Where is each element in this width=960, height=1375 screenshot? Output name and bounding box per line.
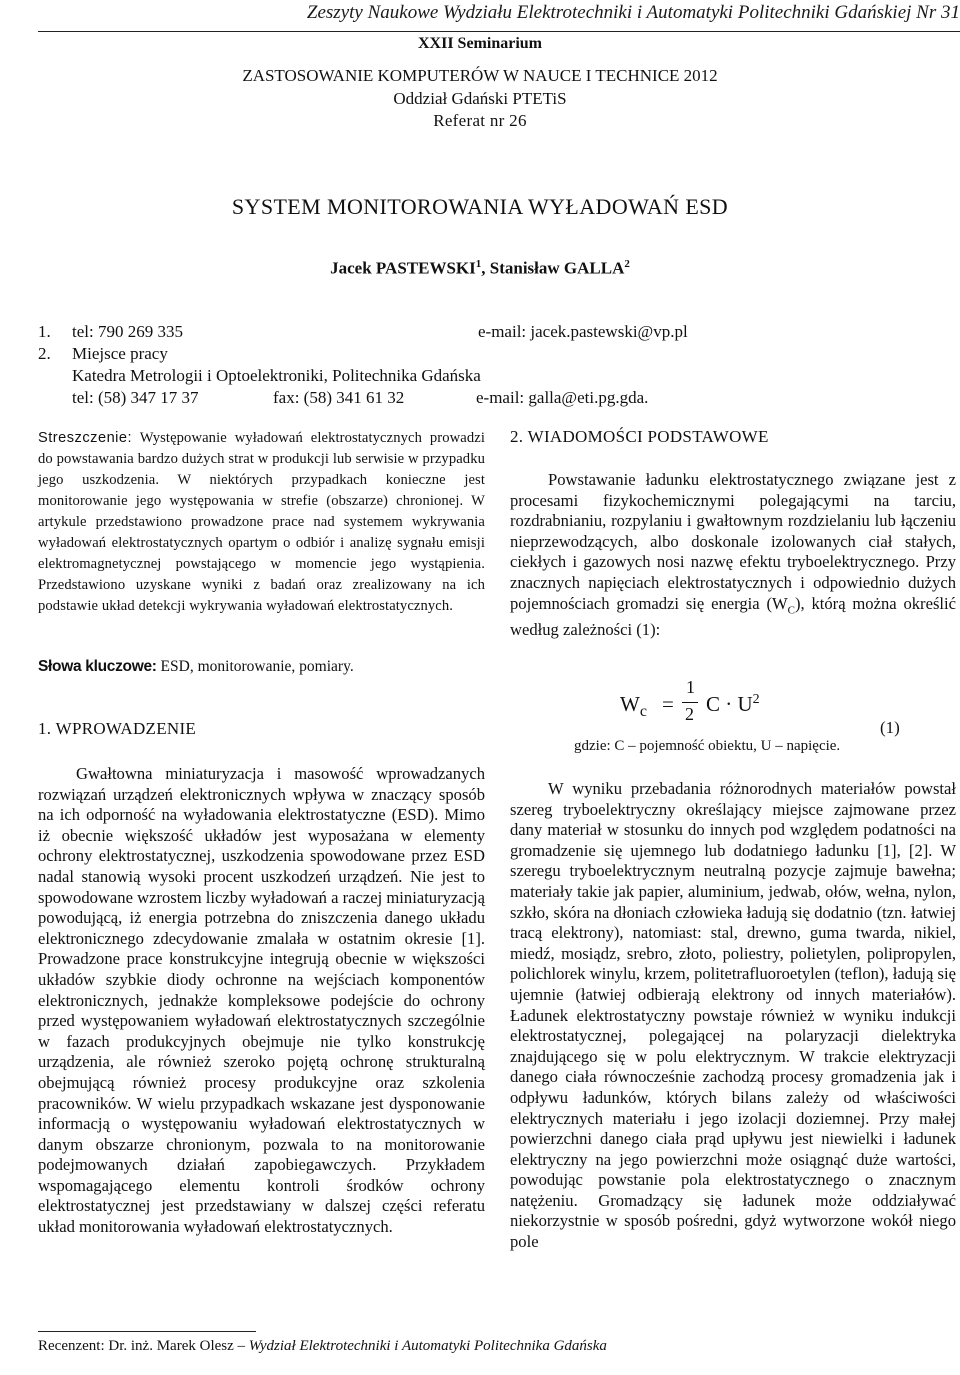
formula-denominator: 2: [685, 704, 694, 724]
affiliation-2-tel: tel: (58) 347 17 37: [72, 388, 199, 407]
formula-number: (1): [880, 718, 900, 737]
abstract-text: Występowanie wyładowań elektrostatycznych prowadzi do powstawania bardzo dużych strat w produkcji lub serwisie w przypadku jego uszkodzenia. W niektórych przypadkach konieczne jest monitorowanie jego występowania w strefie (obszarze) chronionej. W artykule przedstawiono prowadzone prace nad systemem wykrywania wyładowań elektrostatycznych opartym o odbiór i analizę sygnału emisji elektromagnetycznej powstającego w momencie jego wystąpienia. Przedstawiono uzyskane wyniki z badań oraz zrealizowany na ich podstawie układ detekcji wykrywania wyładowań elektrostatycznych.: [38, 430, 485, 614]
author-2-sup: 2: [624, 258, 630, 270]
affiliation-2-fax: fax: (58) 341 61 32: [273, 388, 405, 407]
formula-rhs: [706, 692, 760, 717]
author-separator: ,: [481, 258, 490, 278]
abstract: [38, 428, 485, 617]
formula-numerator: 1: [686, 677, 695, 697]
footer-rule: [38, 1331, 256, 1332]
branch-name: Oddział Gdański PTETiS: [393, 89, 567, 108]
section-2-paragraph-1: [510, 470, 956, 641]
paper-title: SYSTEM MONITOROWANIA WYŁADOWAŃ ESD: [231, 194, 729, 219]
section-2-text-1-end: ), którą można określić według zależności (1):: [510, 593, 956, 640]
formula-lhs: [620, 692, 647, 721]
section-2-text-1-sub: C: [787, 603, 795, 616]
formula-lhs-w: W: [620, 692, 640, 716]
section-1-body: [38, 764, 485, 1238]
keywords-label: Słowa kluczowe:: [38, 658, 157, 675]
affiliation-2-number: 2.: [38, 344, 51, 363]
affiliation-1-number: 1.: [38, 322, 51, 341]
author-1: Jacek PASTEWSKI: [330, 258, 476, 278]
referat-number: Referat nr 26: [433, 111, 527, 130]
authors: [0, 258, 960, 279]
seminar-label: XXII Seminarium: [417, 35, 542, 52]
header-rule: [38, 31, 960, 32]
section-2-paragraph-2: [510, 779, 956, 1253]
section-2-text-2: W wyniku przebadania różnorodnych materiałów powstał szereg tryboelektryczny określający miejsce zajmowane przez dany materiał w stosunku do innych pod względem podatności na gromadzenie się ujemnego lub dodatniego ładunku [1], [2]. W szeregu tryboelektrycznym neutralną pozycje zajmuje bawełna; materiały takie jak papier, aluminium, jedwab, ołów, wełna, nylon, szkło, skóra na dłoniach człowieka ładują się dodatnio (tzn. łatwiej tracą elektrony), natomiast: stal, drewno, guma twarda, nikiel, miedź, mosiądz, srebro, złoto, poliestry, polietylen, polipropylen, polichlorek winylu, krzem, politetrafluoroetylen (teflon), ładują się ujemnie (łatwiej odbierają elektrony od innych materiałów). Ładunek elektrostatyczny powstaje również w wyniku indukcji elektrostatycznej, polegającej na polaryzacji dielektryka znajdującego się w polu elektrycznym. W trakcie elektryzacji danego ciała równocześnie zachodzą procesy gromadzenia jak i odpływu ładunków, których bilans zależy od właściwości elektrycznych materiału i jego izolacji doziemnej. Przy małej powierzchni danego ciała prąd upływu jest niewielki i ładunek elektryczny na jego powierzchni może osiągnąć duże wartości, powodując powstanie pola elektrostatycznego o znacznym natężeniu. Gromadzący się ładunek może oddziaływać niekorzystnie w sposób pośredni, gdyż wytworzone wokół niego pole: [510, 779, 956, 1252]
formula-note: gdzie: C – pojemność obiektu, U – napięcie.: [574, 738, 841, 754]
formula-equals: =: [662, 692, 674, 716]
author-1-sup: 1: [475, 258, 482, 270]
section-1-text: Gwałtowna miniaturyzacja i masowość wprowadzanych rozwiązań urządzeń elektronicznych wpływa w znaczący sposób na ich odporność na wyładowania elektrostatyczne (ESD). Mimo iż obecnie większość układów jest wyposażana w elementy ochrony elektrostatycznej, uszkodzenia spowodowane przez ESD nadal stanowią wysoki procent uszkodzeń urządzeń. Nie jest to spowodowane wzrostem liczby wyładowań a raczej miniaturyzacją powodującą, iż energia potrzebna do zniszczenia danego układu elektronicznego zdecydowanie zmalała w ostatnim okresie [1]. Prowadzone prace konstrukcyjne integrują obecnie w większości układów szybkie diody ochronne na wejściach komponentów elektronicznych, jednakże kompleksowe podejście do ochrony przed występowaniem wyładowań elektrostatycznych szczególnie w fazach produkcyjnych obejmuje nie tylko konstrukcję urządzenia, ale również szeroko pojętą ochronę strukturalną obejmującą również procesy produkcyjne oraz szkolenia pracowników. W wielu przypadkach wskazane jest dysponowanie informacją o występowaniu wyładowań elektrostatycznych w danym obszarze chronionym, pozwala to na monitorowanie podejmowanych działań zapobiegawczych. Przykładem wspomagającego elementu kontroli środków ochrony elektrostatycznej jest przedstawiany w dalszej części referatu układ monitorowania wyładowań elektrostatycznych.: [38, 764, 485, 1237]
section-1-heading: 1. WPROWADZENIE: [38, 719, 197, 738]
reviewer-note: [38, 1336, 638, 1356]
author-2: Stanisław GALLA: [489, 258, 625, 278]
affiliation-1-tel: tel: 790 269 335: [72, 322, 183, 341]
section-2-text-1: Powstawanie ładunku elektrostatycznego związane jest z procesami fizykochemicznymi polegającymi na tarciu, rozdrabnianiu, rozpylaniu i gwałtownym rozdzielaniu lub łączeniu nieprzewodzących, albo doskonale izolowanych ciał stałych, ciekłych i gazowych nosi nazwę efektu tryboelektrycznego. Przy znacznych napięciach elektrostatycznych i odpowiednio dużych pojemnościach gromadzi się energia (W: [510, 470, 956, 613]
reviewer-label: Recenzent:: [38, 1338, 105, 1354]
keywords: [38, 658, 354, 676]
formula-rhs-text: C · U: [706, 692, 753, 716]
reviewer-dash: –: [233, 1338, 249, 1354]
reviewer-name: Dr. inż. Marek Olesz: [104, 1338, 234, 1354]
conference-name: [0, 66, 960, 86]
formula-1: [620, 677, 800, 736]
conference-name-text: ZASTOSOWANIE KOMPUTERÓW W NAUCE I TECHNICE 2012: [242, 66, 718, 85]
affiliation-1-email: e-mail: jacek.pastewski@vp.pl: [478, 322, 688, 341]
reviewer-institution: Wydział Elektrotechniki i Automatyki Politechnika Gdańska: [248, 1338, 607, 1354]
affiliation-2-email: e-mail: galla@eti.pg.gda.: [476, 388, 649, 407]
abstract-lead: Streszczenie:: [38, 430, 133, 446]
affiliation-2-place: Miejsce pracy: [72, 344, 168, 363]
affiliation-2-unit: Katedra Metrologii i Optoelektroniki, Politechnika Gdańska: [72, 366, 481, 385]
formula-fraction-bar: [682, 702, 698, 703]
keywords-text: ESD, monitorowanie, pomiary.: [156, 658, 354, 675]
journal-header: Zeszyty Naukowe Wydziału Elektrotechniki i Automatyki Politechniki Gdańskiej Nr 31: [306, 2, 960, 23]
section-2-heading: 2. WIADOMOŚCI PODSTAWOWE: [510, 427, 769, 446]
formula-rhs-sup: 2: [752, 692, 760, 707]
formula-lhs-sub: c: [639, 703, 647, 721]
